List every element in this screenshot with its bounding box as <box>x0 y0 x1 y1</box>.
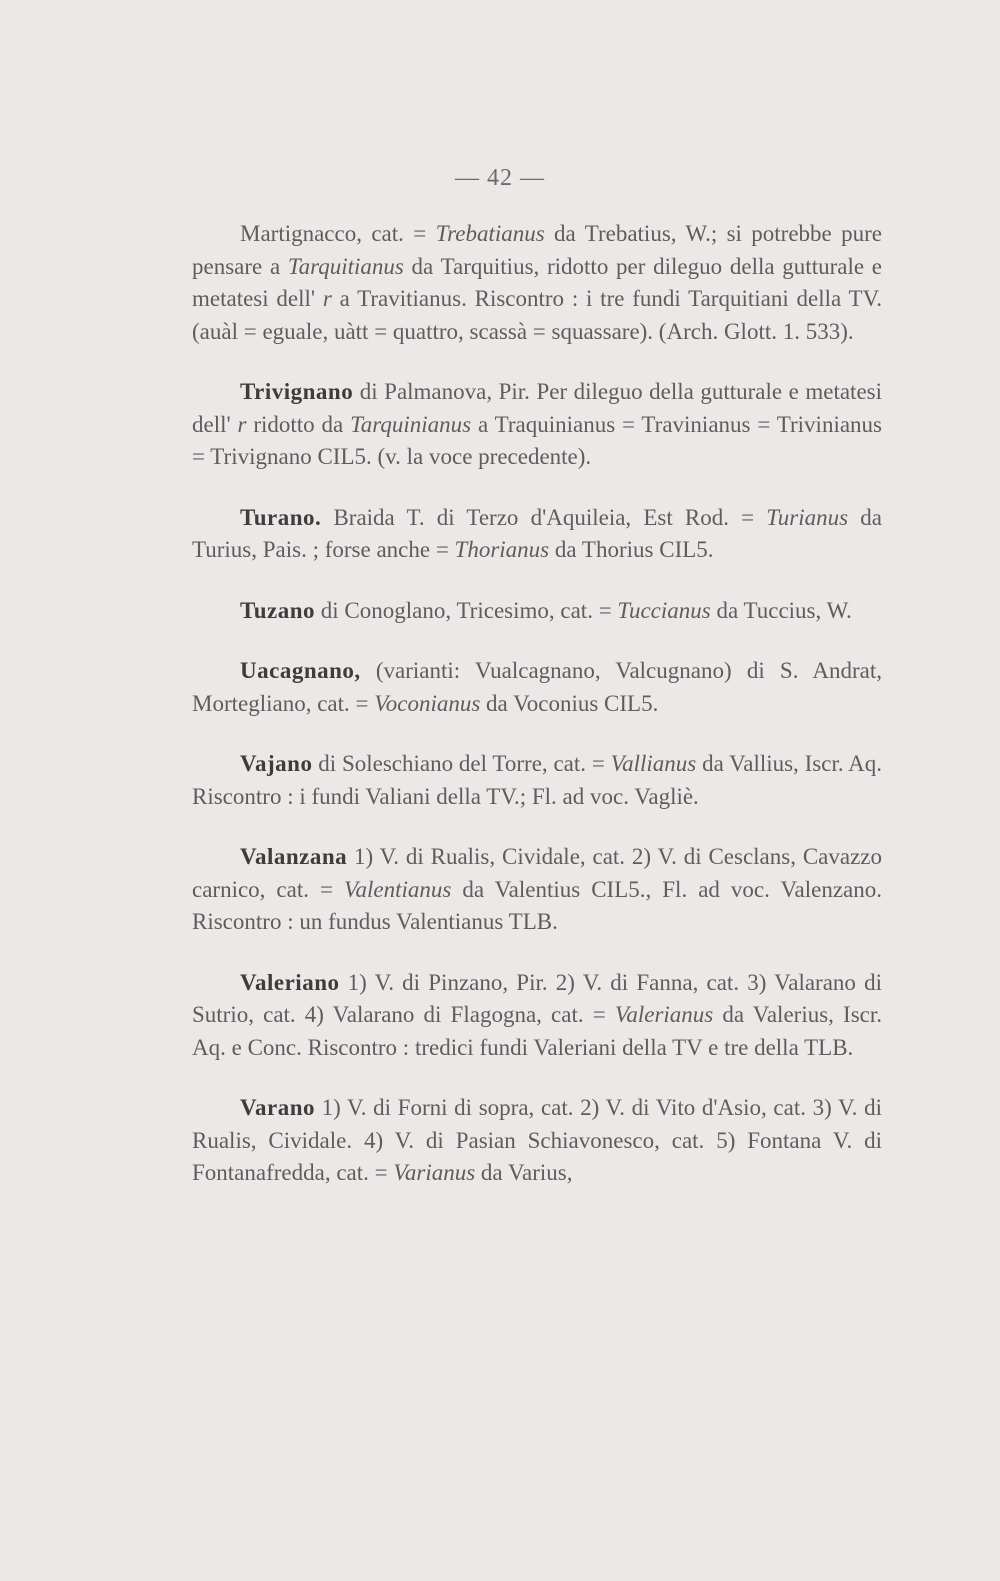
entry-segment: ridotto da <box>246 411 351 437</box>
entry-segment: da Tarquitius, ridotto per dileguo della gutturale e metatesi dell' <box>192 253 882 311</box>
entry-segment: da Voconius CIL5. <box>480 690 659 716</box>
entry-segment: 1) V. di Pinzano, Pir. 2) V. di Fanna, cat. 3) Valarano di Sutrio, cat. 4) Valarano di Flagogna, cat. = <box>192 969 882 1027</box>
latin-term: Tarquinianus <box>350 411 472 437</box>
entry-segment: 1) V. di Forni di sopra, cat. 2) V. di Vito d'Asio, cat. 3) V. di Rualis, Cividale. 4) V. di Pasian Schiavonesco, cat. 5) Fontana V. di Fontanafredda, cat. = <box>192 1095 882 1185</box>
entry-headword: Uacagnano, <box>240 658 361 683</box>
entry-segment: da Trebatius, W.; si potrebbe pure pensare a <box>192 221 882 279</box>
entry-segment: a Traquinianus = Travinianus = Trivinianus = Trivignano CIL5. (v. la voce precedente). <box>192 411 882 469</box>
dictionary-entry <box>192 841 882 939</box>
entry-segment: 1) V. di Rualis, Cividale, cat. 2) V. di Cesclans, Cavazzo carnico, cat. = <box>192 844 882 902</box>
entry-segment: da Vallius, Iscr. Aq. Riscontro : i fundi Valiani della TV.; Fl. ad voc. Vagliè. <box>192 751 882 809</box>
entry-segment: da Thorius CIL5. <box>549 537 714 562</box>
entry-segment: a Travitianus. Riscontro : i tre fundi Tarquitiani della TV. (auàl = eguale, uàtt = quattro, scassà = squassare). (Arch. Glott. 1. 533). <box>192 286 882 344</box>
entry-text <box>192 841 882 939</box>
entry-segment: Braida T. di Terzo d'Aquileia, Est Rod. = <box>321 504 767 530</box>
latin-term: Valentianus <box>343 876 452 902</box>
entry-segment: da Valerius, Iscr. Aq. e Conc. Riscontro : tredici fundi Valeriani della TV e tre della TLB. <box>192 1002 882 1060</box>
dictionary-entry <box>192 502 882 567</box>
entry-segment: Martignacco, cat. = <box>240 221 436 246</box>
latin-term: r <box>322 286 332 311</box>
entry-segment: da Tuccius, W. <box>710 597 852 623</box>
dictionary-entry <box>192 218 882 348</box>
entry-text <box>192 595 882 628</box>
page-number: — 42 — <box>455 165 545 191</box>
entry-segment: di Soleschiano del Torre, cat. = <box>312 751 611 776</box>
entry-segment: da Turius, Pais. ; forse anche = <box>192 504 882 562</box>
entry-segment: da Varius, <box>475 1160 573 1185</box>
latin-term: Tarquitianus <box>287 253 404 279</box>
entry-text <box>192 748 882 813</box>
latin-term: Vallianus <box>610 751 697 776</box>
entry-text <box>192 502 882 567</box>
dictionary-entry <box>192 967 882 1065</box>
latin-term: Turianus <box>766 504 849 530</box>
entry-headword: Valanzana <box>240 844 348 869</box>
entry-text <box>192 218 882 348</box>
entry-headword: Tuzano <box>240 597 316 623</box>
entry-text <box>192 655 882 720</box>
latin-term: Trebatianus <box>435 221 545 246</box>
dictionary-entry <box>192 595 882 628</box>
entry-text <box>192 376 882 474</box>
entry-headword: Varano <box>240 1095 315 1120</box>
latin-term: Thorianus <box>454 537 550 562</box>
entry-headword: Valeriano <box>240 969 340 995</box>
entry-text <box>192 967 882 1065</box>
dictionary-entry <box>192 1092 882 1190</box>
dictionary-entry <box>192 748 882 813</box>
latin-term: Voconianus <box>374 690 481 716</box>
latin-term: Valerianus <box>614 1002 714 1027</box>
entry-headword: Turano. <box>240 504 322 530</box>
latin-term: r <box>237 411 247 437</box>
entry-segment: di Conoglano, Tricesimo, cat. = <box>315 597 618 623</box>
dictionary-entry <box>192 655 882 720</box>
entry-segment: di Palmanova, Pir. Per dileguo della gutturale e metatesi dell' <box>192 379 882 437</box>
entry-headword: Vajano <box>240 751 313 776</box>
page-body <box>192 218 882 1218</box>
entry-segment: (varianti: Vualcagnano, Valcugnano) di S. Andrat, Mortegliano, cat. = <box>192 658 882 716</box>
entry-segment: da Valentius CIL5., Fl. ad voc. Valenzano. Riscontro : un fundus Valentianus TLB. <box>192 876 882 934</box>
latin-term: Tuccianus <box>617 597 711 623</box>
entry-headword: Trivignano <box>240 379 354 404</box>
latin-term: Varianus <box>393 1160 476 1185</box>
entry-text <box>192 1092 882 1190</box>
dictionary-entry <box>192 376 882 474</box>
